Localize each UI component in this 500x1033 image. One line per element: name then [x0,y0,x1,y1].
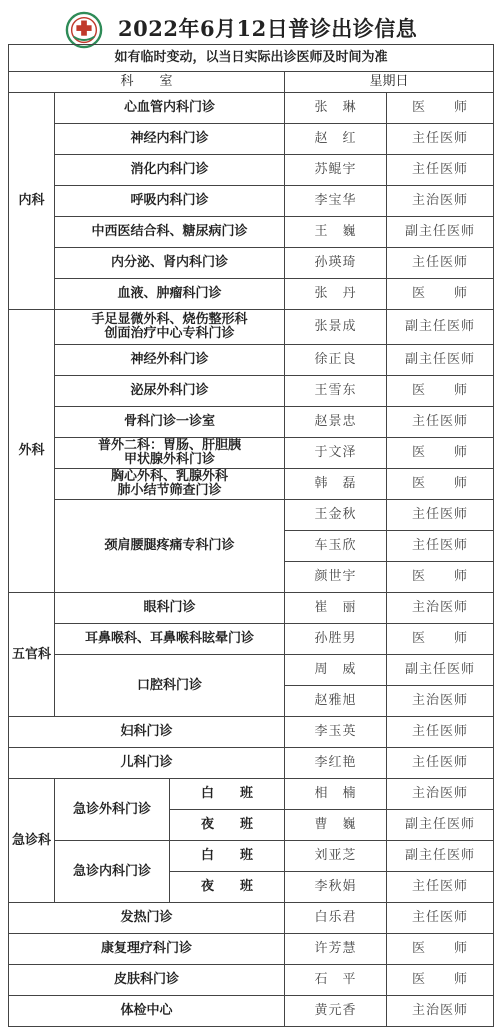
doctor-name: 赵 红 [285,124,387,155]
clinic-name: 体检中心 [9,996,285,1027]
doctor-title: 主任医师 [387,531,494,562]
doctor-title: 主任医师 [387,248,494,279]
clinic-name: 口腔科门诊 [55,655,285,717]
doctor-title: 主治医师 [387,686,494,717]
doctor-name: 李秋娟 [285,872,387,903]
doctor-name: 王 巍 [285,217,387,248]
doctor-title: 医 师 [387,469,494,500]
doctor-title: 主任医师 [387,717,494,748]
page-title: 2022年6月12日普诊出诊信息 [118,16,418,41]
doctor-name: 石 平 [285,965,387,996]
group-wuguanke: 五官科 [9,593,55,717]
doctor-name: 孙胜男 [285,624,387,655]
page-header [0,0,500,44]
doctor-title: 医 师 [387,279,494,310]
doctor-title: 副主任医师 [387,310,494,345]
doctor-title: 主任医师 [387,872,494,903]
doctor-name: 苏鲲宇 [285,155,387,186]
doctor-title: 主任医师 [387,407,494,438]
doctor-name: 孙瑛琦 [285,248,387,279]
doctor-title: 主治医师 [387,779,494,810]
clinic-name: 血液、肿瘤科门诊 [55,279,285,310]
doctor-title: 医 师 [387,438,494,469]
doctor-name: 车玉欣 [285,531,387,562]
clinic-name: 急诊外科门诊 [55,779,170,841]
doctor-name: 李玉英 [285,717,387,748]
clinic-name: 内分泌、肾内科门诊 [55,248,285,279]
clinic-name: 消化内科门诊 [55,155,285,186]
clinic-name: 皮肤科门诊 [9,965,285,996]
doctor-title: 医 师 [387,934,494,965]
doctor-title: 副主任医师 [387,217,494,248]
doctor-title: 医 师 [387,624,494,655]
clinic-name: 康复理疗科门诊 [9,934,285,965]
doctor-title: 医 师 [387,562,494,593]
doctor-name: 许芳慧 [285,934,387,965]
doctor-name: 曹 巍 [285,810,387,841]
doctor-name: 李红艳 [285,748,387,779]
doctor-title: 主任医师 [387,500,494,531]
clinic-name: 心血管内科门诊 [55,93,285,124]
clinic-name: 普外二科：胃肠、肝胆胰 甲状腺外科门诊 [55,438,285,469]
clinic-name: 呼吸内科门诊 [55,186,285,217]
schedule-table [8,44,494,1027]
header-dept: 科 室 [9,72,285,93]
doctor-name: 相 楠 [285,779,387,810]
doctor-name: 黄元香 [285,996,387,1027]
doctor-title: 副主任医师 [387,655,494,686]
doctor-title: 医 师 [387,376,494,407]
clinic-name: 儿科门诊 [9,748,285,779]
shift-label: 夜 班 [170,810,285,841]
doctor-title: 副主任医师 [387,345,494,376]
shift-label: 夜 班 [170,872,285,903]
doctor-title: 主治医师 [387,593,494,624]
clinic-name: 急诊内科门诊 [55,841,170,903]
doctor-title: 医 师 [387,93,494,124]
doctor-name: 徐正良 [285,345,387,376]
clinic-name: 妇科门诊 [9,717,285,748]
clinic-name: 泌尿外科门诊 [55,376,285,407]
group-neike: 内科 [9,93,55,310]
doctor-name: 张景成 [285,310,387,345]
clinic-name: 胸心外科、乳腺外科 肺小结节筛查门诊 [55,469,285,500]
clinic-name: 颈肩腰腿疼痛专科门诊 [55,500,285,593]
doctor-title: 副主任医师 [387,810,494,841]
doctor-name: 张 琳 [285,93,387,124]
header-weekday: 星期日 [285,72,494,93]
clinic-name: 神经内科门诊 [55,124,285,155]
clinic-name: 发热门诊 [9,903,285,934]
doctor-name: 颜世宇 [285,562,387,593]
doctor-name: 赵景忠 [285,407,387,438]
doctor-name: 周 威 [285,655,387,686]
notice-text: 如有临时变动，以当日实际出诊医师及时间为准 [9,45,494,72]
doctor-title: 副主任医师 [387,841,494,872]
doctor-title: 主治医师 [387,996,494,1027]
doctor-name: 赵雅旭 [285,686,387,717]
doctor-name: 王金秋 [285,500,387,531]
doctor-name: 韩 磊 [285,469,387,500]
group-jizhenke: 急诊科 [9,779,55,903]
clinic-name: 中西医结合科、糖尿病门诊 [55,217,285,248]
doctor-name: 崔 丽 [285,593,387,624]
doctor-name: 白乐君 [285,903,387,934]
doctor-title: 主任医师 [387,903,494,934]
doctor-name: 李宝华 [285,186,387,217]
doctor-title: 主任医师 [387,124,494,155]
doctor-name: 于文泽 [285,438,387,469]
clinic-name: 手足显微外科、烧伤整形科 创面治疗中心专科门诊 [55,310,285,345]
doctor-title: 主任医师 [387,155,494,186]
clinic-name: 神经外科门诊 [55,345,285,376]
clinic-name: 耳鼻喉科、耳鼻喉科眩晕门诊 [55,624,285,655]
doctor-title: 主任医师 [387,748,494,779]
shift-label: 白 班 [170,779,285,810]
doctor-title: 医 师 [387,965,494,996]
clinic-name: 骨科门诊一诊室 [55,407,285,438]
doctor-name: 王雪东 [285,376,387,407]
doctor-name: 张 丹 [285,279,387,310]
clinic-name: 眼科门诊 [55,593,285,624]
doctor-title: 主治医师 [387,186,494,217]
doctor-name: 刘亚芝 [285,841,387,872]
group-waike: 外科 [9,310,55,593]
shift-label: 白 班 [170,841,285,872]
